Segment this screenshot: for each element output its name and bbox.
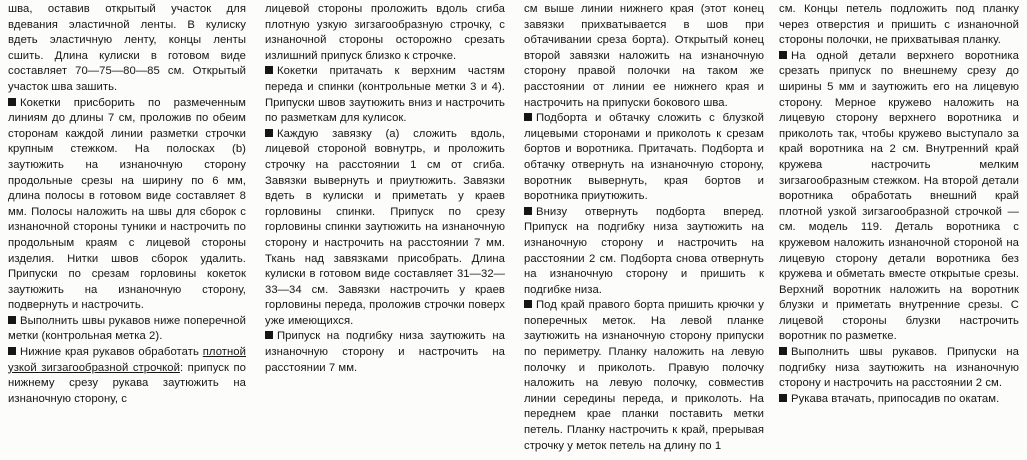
paragraph: Внизу отвернуть подборта вперед. Припуск на подгибку низа заутюжить на изнаночную сторону и настрочить на расстоянии 2 см. Подборта снова отвернуть на изнаночную сторону и пришить к подгибке низа. — [524, 205, 764, 296]
text-column-4 — [779, 2, 1019, 407]
bullet-square-icon — [265, 129, 273, 137]
paragraph: шва, оставив открытый участок для вдевания эластичной ленты. В кулиску вдеть эластичную ленту, концы ленты сшить. Длина кулиски в готовом виде составляет 70—75—80—85 см. Открытый участок шва зашить. — [8, 3, 246, 93]
paragraph: Нижние края рукавов обработать плотной узкой зигзагообразной строчкой: припуск по нижнему срезу рукава заутюжить на изнаночную сторону, с — [8, 346, 246, 405]
bullet-square-icon — [8, 98, 16, 106]
paragraph: Каждую завязку (a) сложить вдоль, лицевой стороной вовнутрь, и проложить строчку на расстоянии 1 см от сгиба. Завязки вывернуть и приутюжить. Завязки вдеть в кулиски и приметать у краев горловины спинки. Припуск по срезу горловины спинки заутюжить на изнаночную сторону и настрочить на расстоянии 7 мм. Ткань над завязками присобрать. Длина кулиски в готовом виде составляет 31—32—33—34 см. Завязки настрочить у краев горловины переда, проложив строчки поверх уже имеющихся. — [265, 127, 505, 327]
paragraph: Под край правого борта пришить крючки у поперечных меток. На левой планке заутюжить на изнаночную сторону припуски по периметру. Планку наложить на левую полочку и приколоть. Правую полочку наложить на левую полочку, совместив линии середины переда, и приколоть. На переднем крае планки поставить метки петель. Планку настрочить к край, прерывая строчку у меток петель на длину по 1 — [524, 299, 764, 452]
underlined-term: плотной узкой зигзагообразной строчкой — [8, 346, 246, 374]
paragraph: Выполнить швы рукавов ниже поперечной метки (контрольная метка 2). — [8, 314, 246, 343]
bullet-square-icon — [779, 347, 787, 355]
paragraph: см выше линии нижнего края (этот конец завязки прихватывается в шов при обтачивании среза борта). Открытый конец второй завязки наложить на изнаночную сторону правой полочки на таком же расстоянии от линии ее нижнего края и настрочить на припуски бокового шва. — [524, 3, 764, 109]
bullet-square-icon — [8, 316, 16, 324]
text-column-2 — [265, 2, 505, 376]
bullet-square-icon — [524, 113, 532, 121]
bullet-square-icon — [265, 66, 273, 74]
paragraph: Подборта и обтачку сложить с блузкой лицевыми сторонами и приколоть к срезам бортов и воротника. Притачать. Подборта и обтачку отвернуть на изнаночную сторону, воротник вывернуть, края бортов и воротника приутюжить. — [524, 112, 764, 203]
bullet-square-icon — [779, 51, 787, 59]
bullet-square-icon — [265, 331, 273, 339]
paragraph: лицевой стороны проложить вдоль сгиба плотную узкую зигзагообразную строчку, с изнаночной стороны осторожно срезать излишний припуск близко к строчке. — [265, 3, 505, 62]
paragraph: Выполнить швы рукавов. Припуски на подгибку низа заутюжить на изнаночную сторону и настрочить на расстоянии 2 см. — [779, 346, 1019, 390]
bullet-square-icon — [524, 207, 532, 215]
paragraph: см. Концы петель подложить под планку через отверстия и пришить с изнаночной стороны полочки, не прихватывая планку. — [779, 3, 1019, 47]
text-column-1 — [8, 2, 246, 407]
bullet-square-icon — [779, 394, 787, 402]
paragraph: Рукава втачать, припосадив по окатам. — [779, 392, 1019, 408]
paragraph: Кокетки притачать к верхним частям переда и спинки (контрольные метки 3 и 4). Припуски швов заутюжить вниз и настрочить по разметкам для кулисок. — [265, 65, 505, 125]
paragraph: На одной детали верхнего воротника срезать припуск по внешнему срезу до ширины 5 мм и заутюжить его на лицевую сторону. Мерное кружево наложить на лицевую сторону верхнего воротника и приколоть так, чтобы кружево выступало за край воротника на 2 см. Внутренний край кружева настрочить мелким зигзагообразным стежком. На второй детали воротника обработать внешний край плотной узкой зигзагообразной строчкой — см. модель 119. Деталь воротника с кружевом наложить изнаночной стороной на лицевую сторону детали воротника без кружева и обметать вместе открытые срезы. Верхний воротник наложить на воротник блузки и приметать внутренние срезы. С лицевой стороны блузки настрочить воротник по разметке. — [779, 49, 1019, 343]
bullet-square-icon — [524, 300, 532, 308]
paragraph: Кокетки присборить по размеченным линиям до длины 7 см, проложив по обеим сторонам каждой линии разметки строчки крупным стежком. На полосках (b) заутюжить на изнаночную сторону продольные срезы на ширину по 6 мм, длина полосы в готовом виде составляет 8 мм. Полосы наложить на швы для сборок с изнаночной стороны туники и настрочить по продольным краям с лицевой стороны изделия. Нитки швов сборок удалить. Припуски по срезам горловины кокеток заутюжить на изнаночную сторону, подвернуть и настрочить. — [8, 96, 246, 312]
paragraph: Припуск на подгибку низа заутюжить на изнаночную сторону и настрочить на расстоянии 7 мм. — [265, 330, 505, 374]
text-column-3 — [524, 2, 764, 454]
bullet-square-icon — [8, 347, 16, 355]
